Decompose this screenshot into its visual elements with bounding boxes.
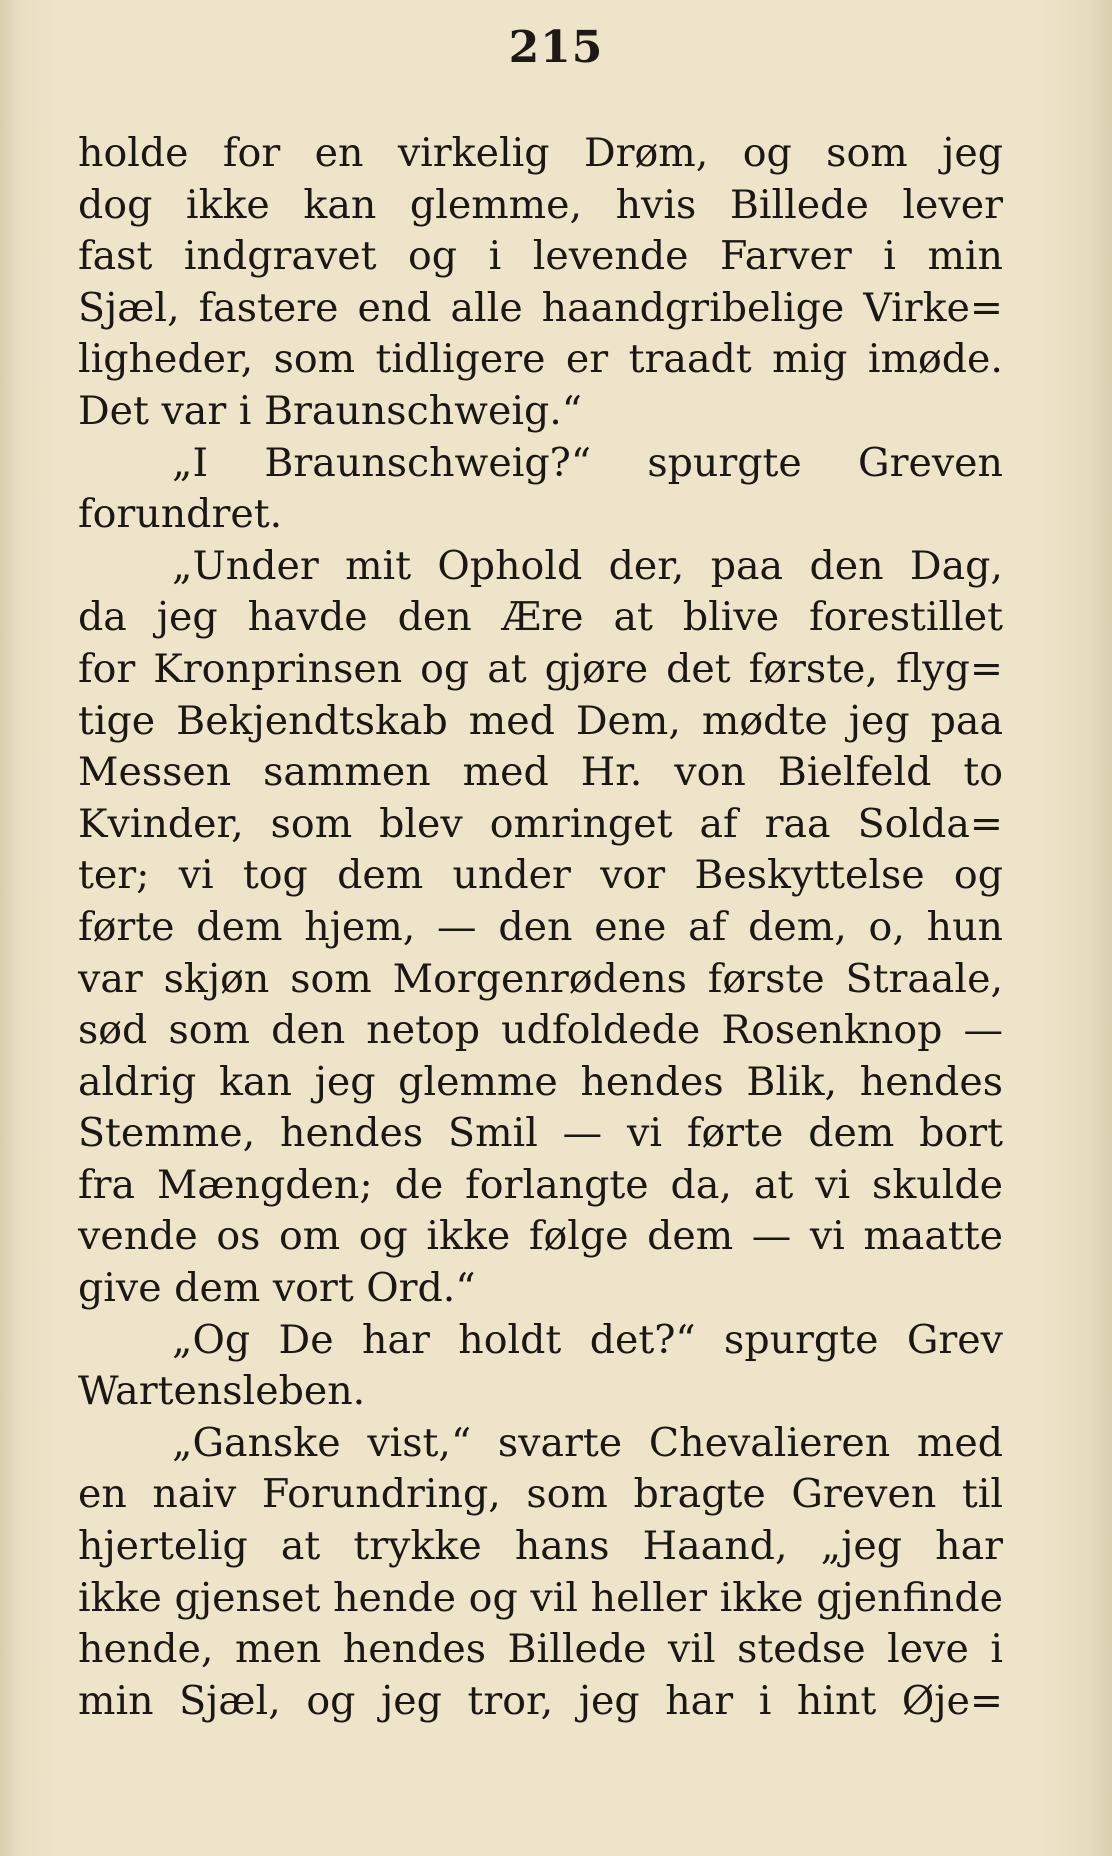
text-line: Det var i Braunschweig.“	[78, 387, 582, 434]
text-line: fast indgravet og i levende Farver i min	[78, 233, 1003, 280]
text-line: „Og De har holdt det?“ spurgte Grev	[172, 1316, 1003, 1363]
text-line: førte dem hjem, — den ene af dem, o, hun	[78, 903, 1003, 950]
text-line: Kvinder, som blev omringet af raa Solda=	[78, 800, 1003, 847]
text-line: tige Bekjendtskab med Dem, mødte jeg paa	[78, 697, 1003, 744]
text-line: dog ikke kan glemme, hvis Billede lever	[78, 181, 1003, 228]
text-line: holde for en virkelig Drøm, og som jeg	[78, 130, 1003, 176]
body-text	[78, 128, 1003, 1727]
text-line: vende os om og ikke følge dem — vi maatte	[78, 1213, 1003, 1260]
text-line: forundret.	[78, 491, 283, 538]
text-line: ligheder, som tidligere er traadt mig imøde.	[78, 336, 1003, 383]
text-line: Sjæl, fastere end alle haandgribelige Virke=	[78, 284, 1003, 331]
text-line: var skjøn som Morgenrødens første Straale,	[78, 955, 1003, 1002]
text-line: „Under mit Ophold der, paa den Dag,	[172, 542, 1003, 589]
text-line: aldrig kan jeg glemme hendes Blik, hendes	[78, 1058, 1003, 1105]
text-line: Wartensleben.	[78, 1368, 366, 1415]
text-line: ter; vi tog dem under vor Beskyttelse og	[78, 852, 1003, 899]
text-line: Stemme, hendes Smil — vi førte dem bort	[78, 1110, 1003, 1157]
text-line: min Sjæl, og jeg tror, jeg har i hint Øje=	[78, 1677, 1003, 1724]
text-line: Messen sammen med Hr. von Bielfeld to	[78, 749, 1003, 796]
text-line: ikke gjenset hende og vil heller ikke gjenfinde	[78, 1574, 1003, 1621]
text-line: „Ganske vist,“ svarte Chevalieren med	[172, 1419, 1003, 1466]
text-line: en naiv Forundring, som bragte Greven til	[78, 1471, 1003, 1518]
page-number: 215	[508, 22, 604, 73]
text-line: da jeg havde den Ære at blive forestillet	[78, 594, 1003, 641]
text-line: give dem vort Ord.“	[78, 1265, 476, 1312]
text-line: sød som den netop udfoldede Rosenknop —	[78, 1007, 1003, 1054]
text-line: hjertelig at trykke hans Haand, „jeg har	[78, 1523, 1003, 1570]
text-line: hende, men hendes Billede vil stedse leve i	[78, 1626, 1003, 1673]
text-line: „I Braunschweig?“ spurgte Greven	[172, 439, 1003, 486]
text-line: fra Mængden; de forlangte da, at vi skulde	[78, 1161, 1003, 1208]
text-line: for Kronprinsen og at gjøre det første, flyg=	[78, 645, 1003, 692]
